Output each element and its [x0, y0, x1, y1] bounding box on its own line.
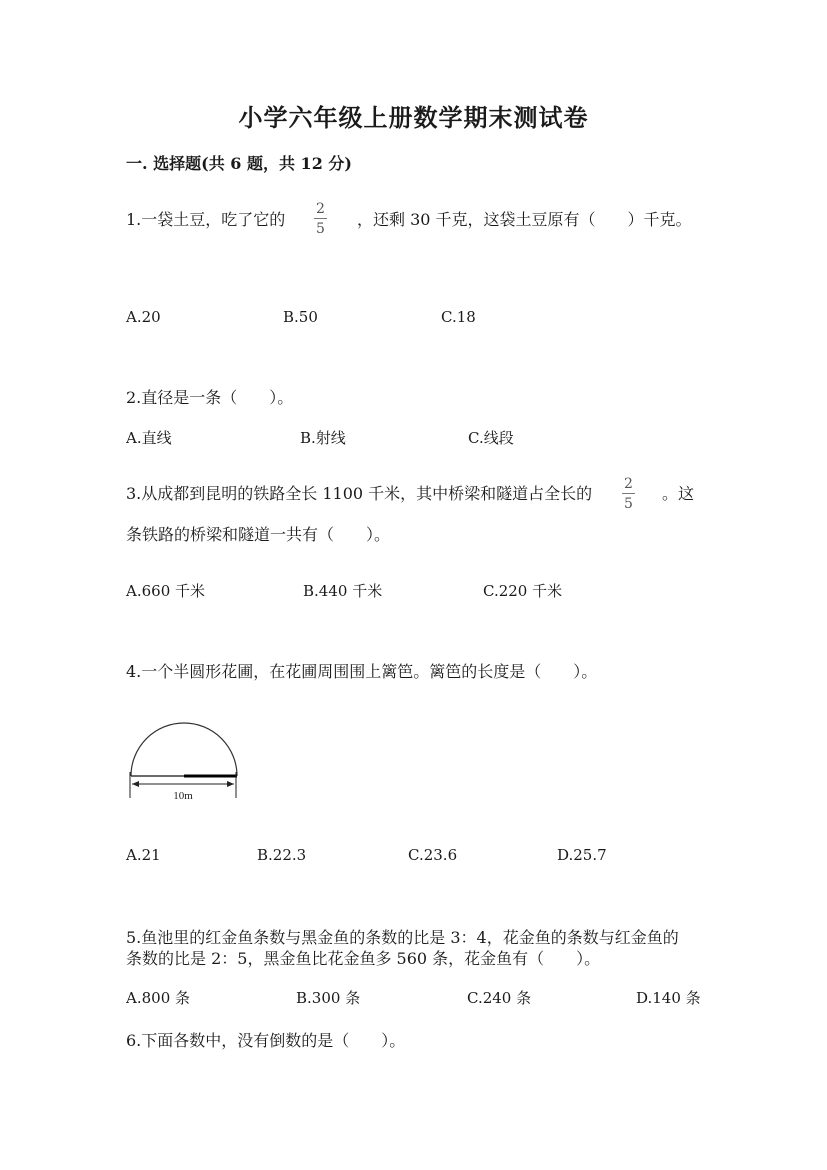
option-b[interactable]: B.射线 [300, 429, 346, 447]
question-text-continued: ，还剩 30 千克，这袋土豆原有（ ）千克。 [357, 210, 692, 229]
option-b[interactable]: B.440 千米 [303, 582, 383, 600]
semicircle-arc [131, 723, 237, 776]
option-c[interactable]: C.240 条 [467, 989, 532, 1007]
option-a[interactable]: A.20 [126, 308, 161, 326]
option-c[interactable]: C.220 千米 [483, 582, 563, 600]
option-a[interactable]: A.660 千米 [126, 582, 205, 600]
option-a[interactable]: A.21 [126, 846, 161, 864]
question-4-stem [126, 659, 597, 682]
fraction-numerator: 2 [624, 476, 633, 492]
question-5-stem [126, 925, 679, 948]
question-text: 鱼池里的红金鱼条数与黑金鱼的条数的比是 3：4，花金鱼的条数与红金鱼的 [141, 928, 679, 947]
option-c[interactable]: C.18 [441, 308, 476, 326]
fraction-two-fifths [314, 202, 327, 236]
dimension-label: 10m [173, 790, 193, 802]
question-1-stem [126, 207, 285, 230]
question-text: 一袋土豆，吃了它的 [141, 210, 286, 229]
option-c[interactable]: C.线段 [468, 429, 514, 447]
question-text-continued: 。这 [662, 484, 695, 503]
question-6-stem [126, 1028, 405, 1051]
arrow-right-icon [227, 781, 234, 787]
section-heading: 一. 选择题(共 6 题，共 12 分) [126, 154, 352, 173]
fraction-denominator: 5 [316, 221, 325, 237]
question-number: 2. [126, 388, 142, 407]
question-number: 3. [126, 484, 142, 503]
option-a[interactable]: A.直线 [126, 429, 172, 447]
question-text: 直径是一条（ ）。 [141, 388, 294, 407]
arrow-left-icon [132, 781, 139, 787]
question-text: 一个半圆形花圃，在花圃周围围上篱笆。篱笆的长度是（ ）。 [141, 662, 598, 681]
semicircle-garden-figure [124, 718, 244, 806]
fraction-numerator: 2 [316, 201, 325, 217]
question-text-line2: 条数的比是 2：5，黑金鱼比花金鱼多 560 条，花金鱼有（ ）。 [126, 949, 601, 968]
option-d[interactable]: D.140 条 [636, 989, 701, 1007]
question-number: 1. [126, 210, 142, 229]
option-b[interactable]: B.50 [283, 308, 318, 326]
question-2-stem [126, 385, 293, 408]
option-d[interactable]: D.25.7 [557, 846, 607, 864]
question-text: 下面各数中，没有倒数的是（ ）。 [141, 1031, 406, 1050]
fraction-denominator: 5 [624, 496, 633, 512]
question-3-stem [126, 481, 592, 504]
question-number: 6. [126, 1031, 142, 1050]
question-number: 4. [126, 662, 142, 681]
option-c[interactable]: C.23.6 [408, 846, 458, 864]
fraction-two-fifths [622, 477, 635, 511]
option-b[interactable]: B.22.3 [257, 846, 307, 864]
question-number: 5. [126, 928, 142, 947]
option-a[interactable]: A.800 条 [126, 989, 190, 1007]
question-text: 从成都到昆明的铁路全长 1100 千米，其中桥梁和隧道占全长的 [141, 484, 593, 503]
option-b[interactable]: B.300 条 [296, 989, 361, 1007]
question-text-line2: 条铁路的桥梁和隧道一共有（ ）。 [126, 525, 391, 544]
page-title: 小学六年级上册数学期末测试卷 [238, 103, 589, 132]
